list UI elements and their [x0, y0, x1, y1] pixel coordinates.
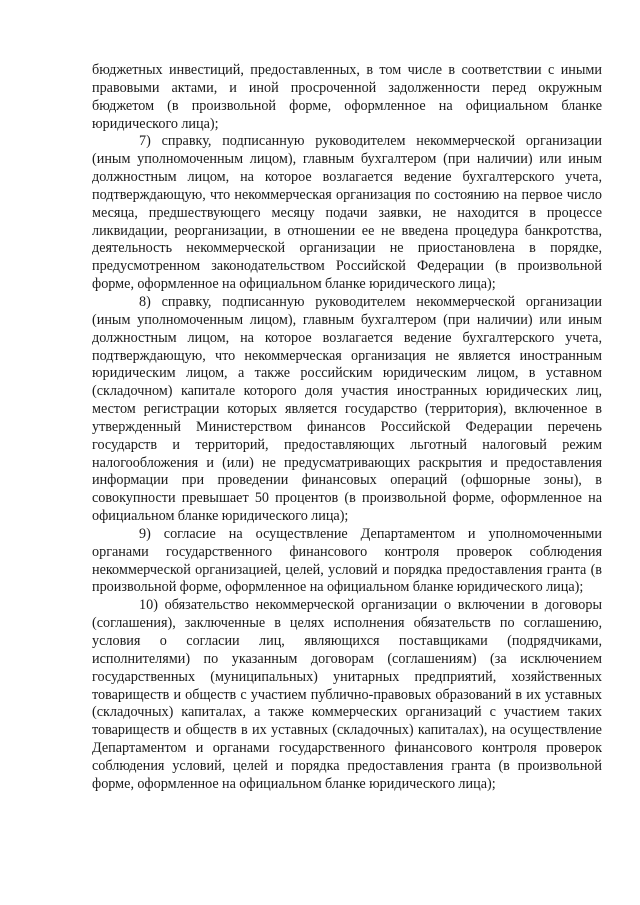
paragraph-item-9: 9) согласие на осуществление Департаментом и уполномоченными органами государственного финансового контроля проверок соблюдения некоммерческой организацией, целей, условий и порядка предоставления гранта (в произвольной форме, оформленное на официальном бланке юридического лица);	[92, 525, 602, 596]
paragraph-item-8: 8) справку, подписанную руководителем некоммерческой организации (иным уполномоченным лицом), главным бухгалтером (при наличии) или иным должностным лицом, на которое возлагается ведение бухгалтерского учета, подтверждающую, что некоммерческая организация не является иностранным юридическим лицом, а также российским юридическим лицом, в уставном (складочном) капитале которого доля участия иностранных юридических лиц, местом регистрации которых является государство (территория), включенное в утвержденный Министерством финансов Российской Федерации перечень государств и территорий, предоставляющих льготный налоговый режим налогообложения и (или) не предусматривающих раскрытия и предоставления информации при проведении финансовых операций (офшорные зоны), в совокупности превышает 50 процентов (в произвольной форме, оформленное на официальном бланке юридического лица);	[92, 293, 602, 525]
document-page	[92, 62, 602, 794]
paragraph-continuation: бюджетных инвестиций, предоставленных, в том числе в соответствии с иными правовыми актами, и иной просроченной задолженности перед окружным бюджетом (в произвольной форме, оформленное на официальном бланке юридического лица);	[92, 62, 602, 132]
paragraph-item-7: 7) справку, подписанную руководителем некоммерческой организации (иным уполномоченным лицом), главным бухгалтером (при наличии) или иным должностным лицом, на которое возлагается ведение бухгалтерского учета, подтверждающую, что некоммерческая организация по состоянию на первое число месяца, предшествующего месяцу подачи заявки, не находится в процессе ликвидации, реорганизации, в отношении ее не введена процедура банкротства, деятельность некоммерческой организации не приостановлена в порядке, предусмотренном законодательством Российской Федерации (в произвольной форме, оформленное на официальном бланке юридического лица);	[92, 133, 602, 293]
paragraph-item-10: 10) обязательство некоммерческой организации о включении в договоры (соглашения), заключенные в целях исполнения обязательств по соглашению, условия о согласии лиц, являющихся поставщиками (подрядчиками, исполнителями) по указанным договорам (соглашениям) (за исключением государственных (муниципальных) унитарных предприятий, хозяйственных товариществ и обществ с участием публично-правовых образований в их уставных (складочных) капиталах, а также коммерческих организаций с участием таких товариществ и обществ в их уставных (складочных) капиталах), на осуществление Департаментом и органами государственного финансового контроля проверок соблюдения условий, целей и порядка предоставления гранта (в произвольной форме, оформленное на официальном бланке юридического лица);	[92, 597, 602, 792]
